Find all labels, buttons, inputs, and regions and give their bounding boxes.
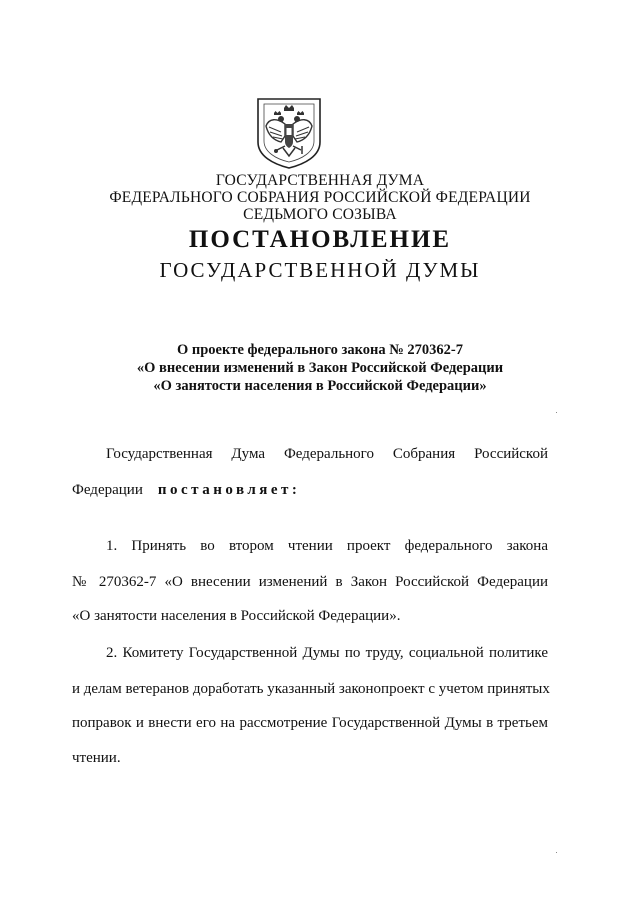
scan-speck [556,412,557,413]
item-2-line-4: чтении. [72,750,121,766]
item-2-line-1: 2. Комитету Государственной Думы по труду, социальной политике [106,645,548,661]
header-line-3: СЕДЬМОГО СОЗЫВА [243,206,397,223]
item-1-line-2: № 270362-7 «О внесении изменений в Закон Российской Федерации [72,574,548,590]
preamble-line-1: Государственная Дума Федерального Собрания Российской [106,446,548,462]
document-title: ПОСТАНОВЛЕНИЕ [188,226,452,253]
item-1-line-3: «О занятости населения в Российской Федерации». [72,608,401,624]
resolution-keyword: постановляет: [157,482,301,498]
item-1-line-1: 1. Принять во втором чтении проект федерального закона [106,538,548,554]
header-line-2: ФЕДЕРАЛЬНОГО СОБРАНИЯ РОССИЙСКОЙ ФЕДЕРАЦИИ [109,189,531,206]
preamble-federation: Федерации [72,482,143,498]
subject-line-1: О проекте федерального закона № 270362-7 [176,342,464,358]
document-subtitle: ГОСУДАРСТВЕННОЙ ДУМЫ [159,258,481,282]
subject-line-3: «О занятости населения в Российской Федерации» [153,378,487,394]
scan-speck [556,852,557,853]
item-2-line-2: и делам ветеранов доработать указанный законопроект с учетом принятых [72,681,550,697]
header-line-1: ГОСУДАРСТВЕННАЯ ДУМА [215,172,425,189]
state-emblem-icon [255,96,323,170]
item-2-line-3: поправок и внести его на рассмотрение Государственной Думы в третьем [72,715,548,731]
preamble-line-2 [72,482,300,499]
subject-line-2: «О внесении изменений в Закон Российской Федерации [136,360,504,376]
